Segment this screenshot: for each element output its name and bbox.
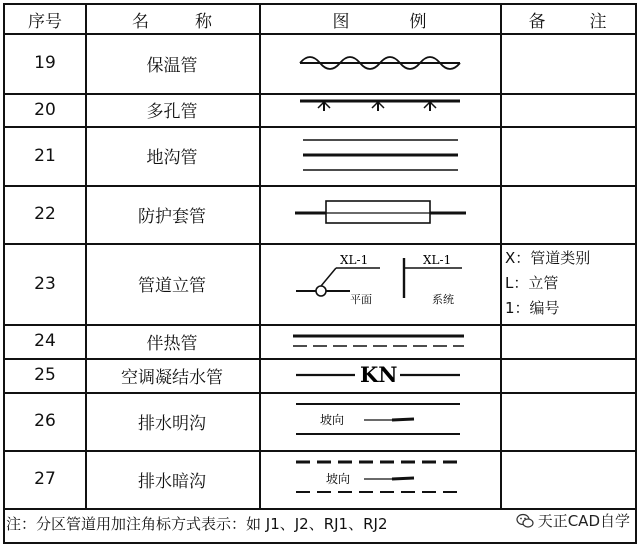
row-27-seq: 27: [34, 469, 56, 489]
row-23-seq: 23: [34, 273, 56, 294]
header-legend-char-1: 图: [332, 11, 350, 32]
row-23-name: 管道立管: [138, 276, 206, 296]
slope-label-26: 坡向: [320, 413, 345, 427]
header-name-char-2: 称: [195, 11, 212, 32]
row-25-seq: 25: [34, 365, 56, 385]
covered-ditch-symbol: [296, 462, 460, 492]
header-seq: 序号: [28, 11, 62, 32]
heat-tracing-symbol: [293, 336, 464, 346]
insulated-pipe-symbol: [300, 57, 460, 69]
riser-system-label: XL-1: [423, 253, 452, 267]
row-27-name: 排水暗沟: [138, 471, 206, 492]
row-19-seq: 19: [34, 53, 56, 73]
row-22-seq: 22: [34, 204, 56, 224]
header-remark-char-2: 注: [589, 11, 607, 32]
remark-line-3: 1：编号: [505, 299, 560, 317]
row-24-seq: 24: [34, 331, 56, 351]
header-legend-char-2: 例: [409, 11, 427, 32]
row-26-name: 排水明沟: [138, 413, 206, 434]
remark-line-1: X：管道类别: [505, 249, 591, 267]
riser-plan-label: XL-1: [340, 253, 369, 267]
wechat-icon: [516, 513, 534, 529]
row-22-name: 防护套管: [138, 206, 206, 227]
riser-plan-caption: 平面: [350, 293, 372, 306]
footnote: 注：分区管道用加注角标方式表示：如 J1、J2、RJ1、RJ2: [6, 515, 388, 533]
watermark: [516, 510, 630, 531]
remark-line-2: L：立管: [505, 274, 559, 292]
porous-pipe-symbol: [300, 101, 460, 111]
kn-label: KN: [360, 362, 398, 387]
row-21-name: 地沟管: [146, 148, 198, 168]
protective-casing-symbol: [295, 201, 466, 223]
row-19-name: 保温管: [146, 55, 198, 76]
row-26-seq: 26: [34, 411, 56, 431]
row-20-seq: 20: [34, 99, 56, 120]
slope-label-27: 坡向: [326, 472, 351, 486]
trench-pipe-symbol: [303, 140, 458, 170]
watermark-text: 天正CAD自学: [537, 512, 630, 530]
row-21-seq: 21: [34, 145, 56, 166]
row-20-name: 多孔管: [146, 102, 198, 122]
riser-system-caption: 系统: [432, 293, 454, 306]
row-25-name: 空调凝结水管: [121, 367, 223, 388]
header-remark-char-1: 备: [528, 11, 546, 32]
header-name-char-1: 名: [132, 11, 149, 32]
row-24-name: 伴热管: [146, 333, 198, 354]
